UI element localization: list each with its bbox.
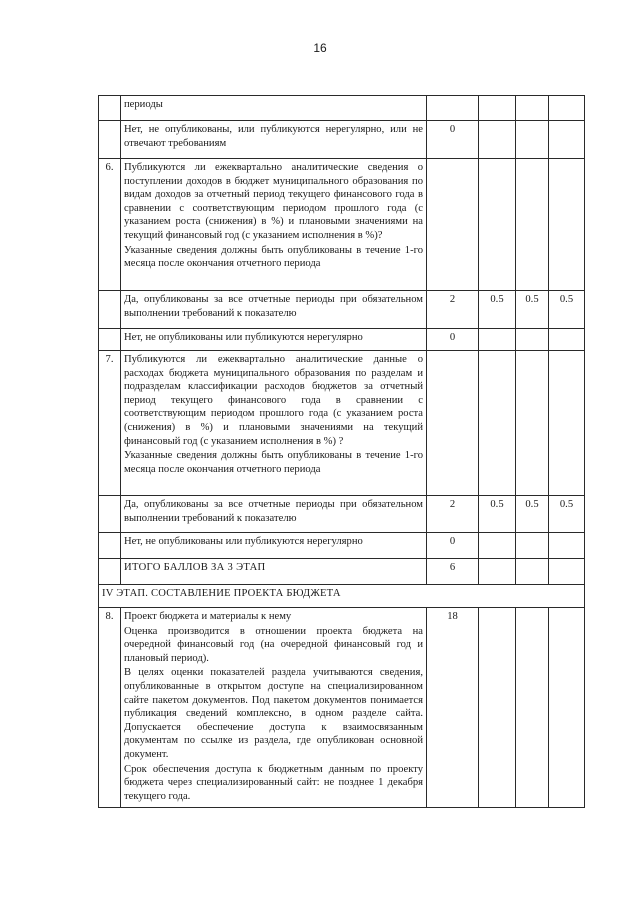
stage-heading: IV ЭТАП. СОСТАВЛЕНИЕ ПРОЕКТА БЮДЖЕТА (99, 585, 585, 608)
value-cell (479, 559, 516, 585)
score-cell: 18 (427, 608, 479, 808)
value-cell (479, 96, 516, 121)
value-cell (516, 159, 549, 291)
table-row (99, 121, 585, 159)
value-cell (479, 608, 516, 808)
num-cell (99, 496, 121, 533)
question-row (99, 159, 585, 291)
answer-row (99, 329, 585, 351)
score-cell (427, 351, 479, 496)
value-cell (516, 329, 549, 351)
score-cell (427, 96, 479, 121)
score-cell (427, 159, 479, 291)
answer-row (99, 533, 585, 559)
question-number: 7. (99, 351, 121, 496)
value-cell: 0.5 (516, 291, 549, 329)
question-text (121, 351, 427, 496)
question-number: 6. (99, 159, 121, 291)
num-cell (99, 291, 121, 329)
score-cell: 2 (427, 291, 479, 329)
answer-text: Нет, не опубликованы или публикуются нерегулярно (121, 329, 427, 351)
value-cell: 0.5 (549, 291, 585, 329)
score-cell: 0 (427, 121, 479, 159)
value-cell (479, 351, 516, 496)
value-cell (549, 351, 585, 496)
value-cell (516, 533, 549, 559)
value-cell: 0.5 (516, 496, 549, 533)
question-paragraph: Публикуются ли ежеквартально аналитические сведения о поступлении доходов в бюджет муниципального образования по видам доходов за отчетный период текущего финансового года в сравнении с соответствующим периодом прошлого года (с указанием роста (снижения) в %) и плановыми значениями на текущий финансовый год (с указанием исполнения в %)? (124, 162, 423, 241)
total-label: ИТОГО БАЛЛОВ ЗА 3 ЭТАП (121, 559, 427, 585)
question-paragraph: Указанные сведения должны быть опубликованы в течение 1-го месяца после окончания отчетного периода (124, 450, 423, 475)
value-cell (516, 96, 549, 121)
answer-text: Да, опубликованы за все отчетные периоды при обязательном выполнении требований к показателю (121, 496, 427, 533)
question-paragraph: Проект бюджета и материалы к нему (124, 611, 292, 622)
value-cell (549, 559, 585, 585)
question-text (121, 159, 427, 291)
question-paragraph: Указанные сведения должны быть опубликованы в течение 1-го месяца после окончания отчетного периода (124, 244, 423, 270)
question-text (121, 608, 427, 808)
num-cell (99, 329, 121, 351)
value-cell (479, 159, 516, 291)
score-cell: 0 (427, 329, 479, 351)
value-cell: 0.5 (549, 496, 585, 533)
value-cell (549, 159, 585, 291)
answer-row (99, 291, 585, 329)
question-row (99, 351, 585, 496)
value-cell (549, 96, 585, 121)
question-number: 8. (99, 608, 121, 808)
value-cell: 0.5 (479, 291, 516, 329)
value-cell (516, 559, 549, 585)
value-cell (549, 533, 585, 559)
score-cell: 0 (427, 533, 479, 559)
value-cell (549, 121, 585, 159)
num-cell (99, 533, 121, 559)
total-row (99, 559, 585, 585)
answer-text: Нет, не опубликованы или публикуются нерегулярно (121, 533, 427, 559)
value-cell (479, 121, 516, 159)
question-paragraph: Срок обеспечения доступа к бюджетным данным по проекту бюджета через специализированный сайт: не позднее 1 декабря текущего года. (124, 763, 423, 802)
value-cell (516, 608, 549, 808)
num-cell (99, 559, 121, 585)
value-cell (516, 121, 549, 159)
value-cell (549, 608, 585, 808)
value-cell: 0.5 (479, 496, 516, 533)
answer-text: Да, опубликованы за все отчетные периоды при обязательном выполнении требований к показателю (121, 291, 427, 329)
value-cell (549, 329, 585, 351)
answer-row (99, 496, 585, 533)
question-paragraph: Публикуются ли ежеквартально аналитические данные о расходах бюджета муниципального образования по разделам и подразделам классификации расходов бюджетов за отчетный период текущего финансового года в сравнении с соответствующим периодом прошлого года (с указанием роста (снижения) в %) и плановыми значениями на текущий финансовый год (с указанием исполнения в %) ? (124, 354, 423, 447)
value-cell (479, 329, 516, 351)
page-number: 16 (313, 41, 327, 55)
value-cell (479, 533, 516, 559)
table-row (99, 96, 585, 121)
num-cell (99, 96, 121, 121)
question-paragraph: В целях оценки показателей раздела учитываются сведения, опубликованные в открытом доступе на специализированном сайте пакетом документов. Под пакетом документов понимается публикация сведений комплексно, в одном разделе сайта. Допускается обеспечение доступа к взаимосвязанным документам по ссылке из раздела, где опубликован основной документ. (124, 667, 423, 760)
evaluation-table (98, 95, 585, 808)
total-score: 6 (427, 559, 479, 585)
question-row (99, 608, 585, 808)
score-cell: 2 (427, 496, 479, 533)
num-cell (99, 121, 121, 159)
criterion-cell: Нет, не опубликованы, или публикуются нерегулярно, или не отвечают требованиям (121, 121, 427, 159)
value-cell (516, 351, 549, 496)
stage-heading-row (99, 585, 585, 608)
question-paragraph: Оценка производится в отношении проекта бюджета на очередной финансовый год (на очередной финансовый год и плановый период). (124, 625, 423, 664)
criterion-cell: периоды (121, 96, 427, 121)
